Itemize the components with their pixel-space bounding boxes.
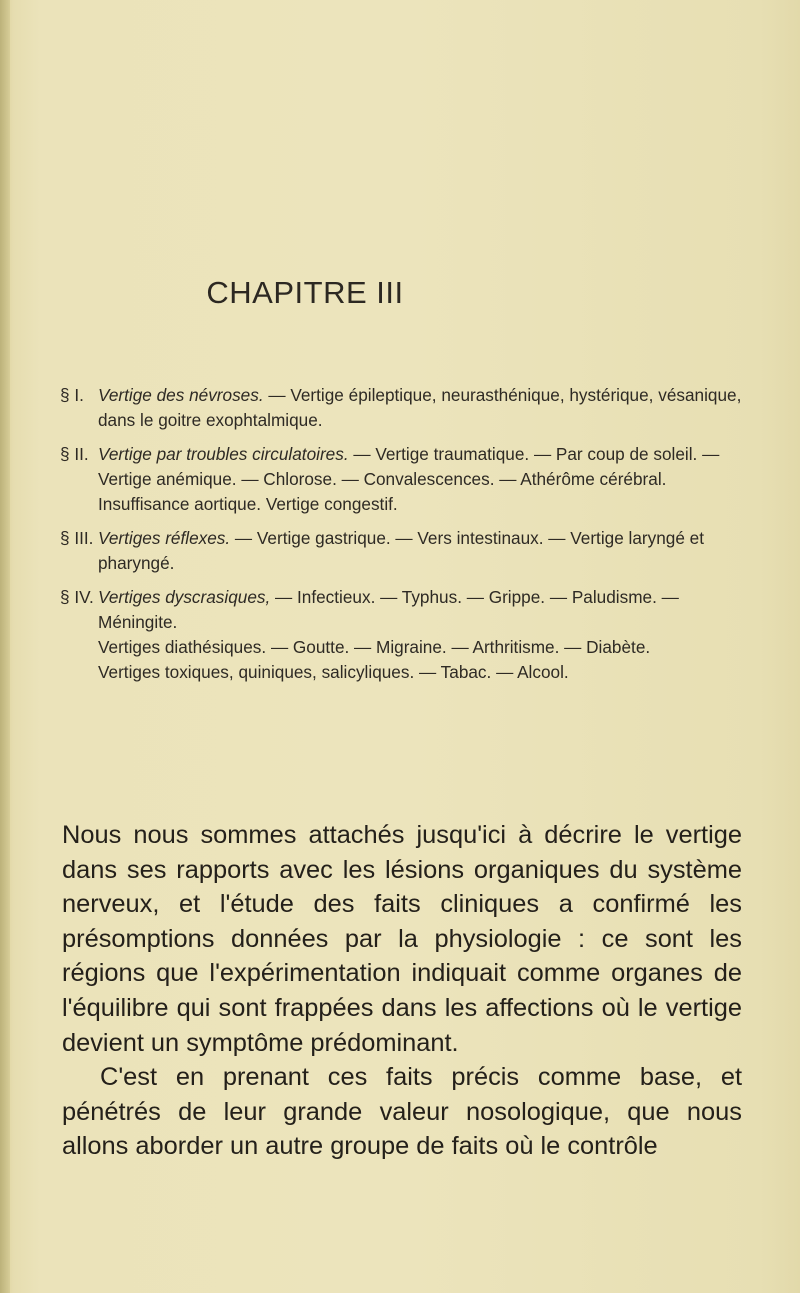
section-text: — Vertige traumatique. — Par coup de soleil. — Vertige anémique. — Chlorose. — Convalescences. — Athérôme cérébral. Insuffisance aortique. Vertige congestif. [98, 444, 720, 514]
section-subtext: Vertiges toxiques, quiniques, salicyliques. — Tabac. — Alcool. [98, 662, 569, 682]
section-mark: § III. [60, 528, 94, 548]
section-text: — Vertige gastrique. — Vers intestinaux. — Vertige laryngé et pharyngé. [98, 528, 705, 573]
body-text [62, 818, 742, 1164]
page-binding-edge [0, 0, 10, 1293]
section-heading: Vertige des névroses. [98, 385, 264, 405]
summary-entry-1 [60, 383, 750, 433]
paragraph-1: Nous nous sommes attachés jusqu'ici à décrire le vertige dans ses rapports avec les lésions organiques du système nerveux, et l'étude des faits cliniques a confirmé les présomptions données par la physiologie : ce sont les régions que l'expérimentation indiquait comme organes de l'équilibre qui sont frappées dans les affections où le vertige devient un symptôme prédominant. [62, 821, 742, 1057]
section-mark: § IV. [60, 587, 94, 607]
section-heading: Vertiges dyscrasiques, [98, 587, 271, 607]
summary-entry-3 [60, 526, 750, 576]
section-subtext: Vertiges diathésiques. — Goutte. — Migraine. — Arthritisme. — Diabète. [98, 637, 651, 657]
section-heading: Vertiges réflexes. [98, 528, 231, 548]
summary-entry-4 [60, 585, 750, 685]
section-mark: § I. [60, 385, 84, 405]
summary-entry-2 [60, 442, 750, 517]
section-text: — Vertige épileptique, neurasthénique, hystérique, vésanique, dans le goitre exophtalmique. [98, 385, 742, 430]
chapter-title: CHAPITRE III [206, 275, 404, 310]
chapter-summary [60, 383, 750, 694]
section-text: — Infectieux. — Typhus. — Grippe. — Paludisme. — Méningite. [98, 587, 679, 632]
section-mark: § II. [60, 444, 89, 464]
section-heading: Vertige par troubles circulatoires. [98, 444, 349, 464]
paragraph-2: C'est en prenant ces faits précis comme base, et pénétrés de leur grande valeur nosologique, que nous allons aborder un autre groupe de faits où le contrôle [62, 1063, 742, 1161]
